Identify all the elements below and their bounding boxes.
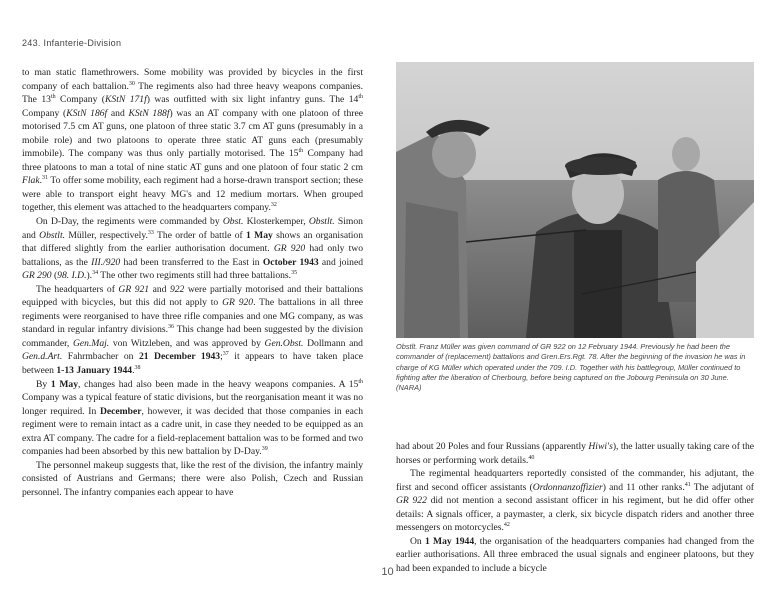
text-run: had about 20 Poles and four Russians (apparently xyxy=(396,441,589,452)
paragraph xyxy=(396,440,754,467)
text-run: Müller, respectively. xyxy=(65,229,148,241)
text-run: , the organisation of the headquarters companies had changed from the earlier authorisations. All three embraced the usual signals and engineer platoons, but they had been expanded to include a bicycle xyxy=(396,535,754,574)
text-run: December xyxy=(99,405,142,417)
paragraph xyxy=(22,66,363,215)
text-run: , changes had also been made in the heavy weapons companies. A 15 xyxy=(78,378,359,390)
text-run: . xyxy=(132,365,135,377)
text-run: to man static flamethrowers. Some mobility was provided by bicycles in the first company of each battalion. xyxy=(22,67,363,92)
text-run: Klosterkemper, xyxy=(243,216,309,228)
text-run: KStN 188f xyxy=(128,107,170,119)
footnote-ref: 30 xyxy=(128,80,135,87)
text-run: Company had three platoons to man a total of nine static AT guns and one platoon of four static 2 cm xyxy=(22,148,363,173)
text-run: ) was an AT company with one platoon of three motorised 7.5 cm AT guns, one platoon of three static 3.7 cm AT guns (presumably in a mobile role) and two platoons to operate three static AT guns each (presumably immobile). The company was thus only partially motorised. The 15 xyxy=(22,107,363,160)
text-run: 922 xyxy=(169,283,185,295)
text-run: ), the latter usually taking care of the horses or performing work details. xyxy=(396,441,755,466)
text-run: . The battalions in all three regiments were reorganised to have three rifle companies and one MG company, as was standard in regular infantry divisions. xyxy=(22,297,363,336)
text-run: Dollmann and xyxy=(303,337,363,349)
text-run: Fahrmbacher on xyxy=(62,351,139,363)
text-run: and xyxy=(107,107,129,119)
text-run: ; xyxy=(220,351,223,363)
text-run: ( xyxy=(51,270,58,282)
text-run: III./920 xyxy=(91,256,121,268)
text-run: and xyxy=(149,283,170,295)
text-run: Simon and xyxy=(22,216,363,241)
text-run: Hiwi's xyxy=(588,441,613,452)
text-run: On D-Day, the regiments were commanded by xyxy=(36,216,223,228)
text-run: Gen.Obst. xyxy=(264,337,304,349)
text-run: The regiments also had three heavy weapons companies. The 13 xyxy=(22,80,363,106)
footnote-ref: 40 xyxy=(528,454,535,461)
footnote-ref: 33 xyxy=(147,229,154,236)
paragraph xyxy=(22,215,363,283)
text-run: Gen.d.Art. xyxy=(22,351,63,363)
historical-photograph xyxy=(396,62,754,338)
text-run: Gen.Maj. xyxy=(72,337,110,349)
text-run: To offer some mobility, each regiment had a horse-drawn transport section; these were able to transport eight heavy MG's and 12 medium mortars. When grouped together, this element was attached to the headquarters company. xyxy=(22,175,363,214)
running-header: 243. Infanterie-Division xyxy=(22,38,122,48)
page-number: 10 xyxy=(381,566,394,578)
footnote-ref: th xyxy=(358,378,363,385)
text-run: KStN 186f xyxy=(66,107,108,119)
text-run: it appears to have taken place between xyxy=(22,351,363,377)
paragraph xyxy=(22,459,363,500)
left-text-column xyxy=(22,66,363,500)
text-run: shows an organisation that differed slightly from the earlier authorisation document. xyxy=(22,229,364,255)
text-run: The adjutant of xyxy=(690,481,754,493)
text-run: were partially motorised and their battalions equipped with bicycles, but this did not apply to xyxy=(22,283,364,309)
text-run: 1-13 January 1944 xyxy=(56,365,133,377)
footnote-ref: 32 xyxy=(270,202,277,209)
footnote-ref: 38 xyxy=(134,365,141,372)
text-run: von Witzleben, and was approved by xyxy=(109,337,265,349)
text-run: did not mention a second assistant officer in his regiment, but he did offer other details: A signals officer, a paymaster, a clerk, six bicycle dispatch riders and another three messengers on motorcycles. xyxy=(396,495,754,534)
text-run: had only two battalions, as the xyxy=(22,243,363,268)
text-run: Obstlt. xyxy=(39,229,66,241)
paragraph xyxy=(22,283,363,378)
photo-caption: Obstlt. Franz Müller was given command of GR 922 on 12 February 1944. Previously he had been the commander of (replacement) battalions and Gren.Ers.Rgt. 78. After the beginning of the invasion he was in charge of KG Müller which operated under the 709. I.D. Together with his battlegroup, Müller continued to fighting after the liberation of Cherbourg, before being captured on the Jobourg Peninsula on 30 June. (NARA) xyxy=(396,342,746,393)
text-run: On xyxy=(410,535,425,547)
footnote-ref: th xyxy=(358,94,363,101)
text-run: Company was a typical feature of static divisions, but the reorganisation meant it was no longer required. In xyxy=(22,392,363,417)
paragraph xyxy=(396,467,754,535)
text-run: GR 920 xyxy=(273,243,306,255)
footnote-ref: 41 xyxy=(684,481,691,488)
right-text-column xyxy=(396,440,754,575)
text-run: The other two regiments still had three battalions. xyxy=(98,270,292,282)
text-run: ) and 11 other ranks. xyxy=(602,481,685,493)
text-run: 1 May 1944 xyxy=(424,535,475,547)
text-run: Obstlt. xyxy=(308,216,335,228)
text-run: 98. I.D. xyxy=(57,270,87,282)
text-run: , however, it was decided that those companies in each regiment were to remain intact as a cadre unit, in case they needed to be equipped as an extra AT company. The cadre for a field-replacement battalion was to be formed and two companies had been absorbed by this new battalion by D-Day. xyxy=(22,405,363,458)
text-run: The regimental headquarters reportedly consisted of the commander, his adjutant, the first and second officer assistants ( xyxy=(396,468,754,493)
text-run: Flak xyxy=(22,175,40,187)
text-run: GR 920 xyxy=(222,297,254,309)
text-run: Company ( xyxy=(55,94,105,106)
text-run: KStN 171f xyxy=(105,94,147,106)
text-run: Obst. xyxy=(222,216,244,228)
text-run: ) was outfitted with six light infantry guns. The 14 xyxy=(146,94,359,106)
paragraph xyxy=(22,378,363,459)
text-run: Company ( xyxy=(22,107,67,119)
text-run: Ordonnanzoffizier xyxy=(532,481,603,493)
text-run: . xyxy=(39,175,42,187)
text-run: GR 922 xyxy=(396,495,427,507)
text-run: The order of battle of xyxy=(153,229,247,241)
text-run: and joined xyxy=(318,256,363,268)
text-run: The personnel makeup suggests that, like the rest of the division, the infantry mainly consisted of Austrians and Germans; there were also Polish, Czech and Russian personnel. The infantry companies each appear to have xyxy=(22,459,363,498)
text-run: 21 December 1943 xyxy=(138,351,221,363)
footnote-ref: 42 xyxy=(503,522,510,529)
text-run: had been transferred to the East in xyxy=(120,256,263,268)
footnote-ref: 35 xyxy=(291,270,298,277)
footnote-ref: th xyxy=(298,148,304,155)
text-run: October 1943 xyxy=(262,256,319,268)
footnote-ref: 37 xyxy=(222,351,229,358)
text-run: The headquarters of xyxy=(36,283,119,295)
text-run: By xyxy=(36,378,51,390)
text-run: 1 May xyxy=(50,378,79,390)
text-run: GR 921 xyxy=(118,283,150,295)
footnote-ref: th xyxy=(50,94,56,101)
text-run: ). xyxy=(86,270,93,282)
text-run: 1 May xyxy=(246,229,273,241)
footnote-ref: 31 xyxy=(42,175,48,182)
text-run: This change had been suggested by the division commander, xyxy=(22,324,364,349)
footnote-ref: 39 xyxy=(261,446,268,453)
footnote-ref: 34 xyxy=(92,270,99,277)
text-run: GR 290 xyxy=(22,270,52,282)
footnote-ref: 36 xyxy=(168,324,175,331)
